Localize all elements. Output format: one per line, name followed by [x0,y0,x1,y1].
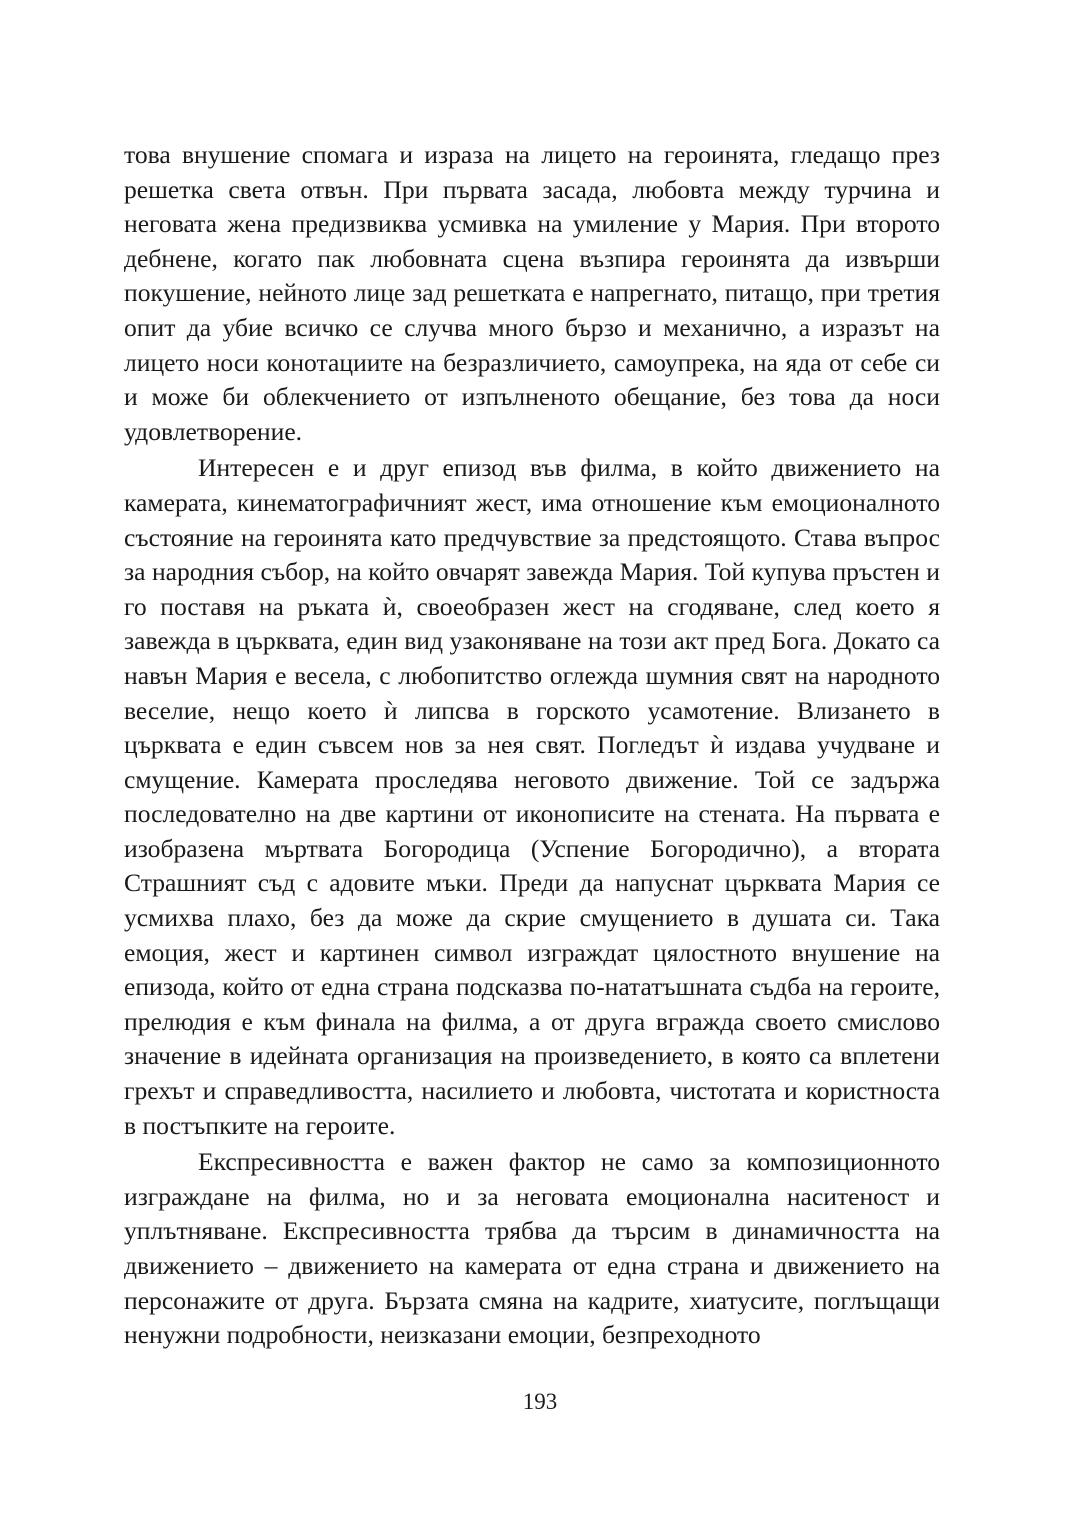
paragraph-1: това внушение спомага и израза на лицето на героинята, гледащо през решетка света отвън. При първата засада, любовта между турчина и неговата жена предизвиква усмивка на умиление у Мария. При второто дебнене, когато пак любовната сцена възпира героинята да извърши покушение, нейното лице зад решетката е напрегнато, питащо, при третия опит да убие всичко се случва много бързо и механично, а изразът на лицето носи конотациите на безразличието, самоупрека, на яда от себе си и може би облекчението от изпълненото обещание, без това да носи удовлетворение. [124,140,940,446]
paragraph-3: Експресивността е важен фактор не само за композиционното изграждане на филма, но и за неговата емоционална наситеност и уплътняване. Експресивността трябва да търсим в динамичността на движението – движението на камерата от една страна и движението на персонажите от друга. Бързата смяна на кадрите, хиатусите, поглъщащи ненужни подробности, неизказани емоции, безпреходното [124,1147,940,1350]
paragraph-2: Интересен е и друг епизод във филма, в който движението на камерата, кинематографичният жест, има отношение към емоционалното състояние на героинята като предчувствие за предстоящото. Става въпрос за народния събор, на който овчарят завежда Мария. Той купува пръстен и го поставя на ръката ѝ, своеобразен жест на сгодяване, след което я завежда в църквата, един вид узаконяване на този акт пред Бога. Докато са навън Мария е весела, с любопитство оглежда шумния свят на народното веселие, нещо което ѝ липсва в горското усамотение. Влизането в църквата е един съвсем нов за нея свят. Погледът ѝ издава учудване и смущение. Камерата проследява неговото движение. Той се задържа последователно на две картини от иконописите на стената. На първата е изобразена мъртвата Богородица (Успение Богородично), а втората Страшният съд с адовите мъки. Преди да напуснат църквата Мария се усмихва плахо, без да може да скрие смущението в душата си. Така емоция, жест и картинен символ изграждат цялостното внушение на епизода, който от една страна подсказва по-нататъшната съдба на героите, прелюдия е към финала на филма, а от друга вгражда своето смислово значение в идейната организация на произведението, в която са вплетени грехът и справедливостта, насилието и любовта, чистотата и користноста в постъпките на героите. [124,453,940,1140]
page-number: 193 [522,1389,558,1414]
body-text [124,138,940,1353]
